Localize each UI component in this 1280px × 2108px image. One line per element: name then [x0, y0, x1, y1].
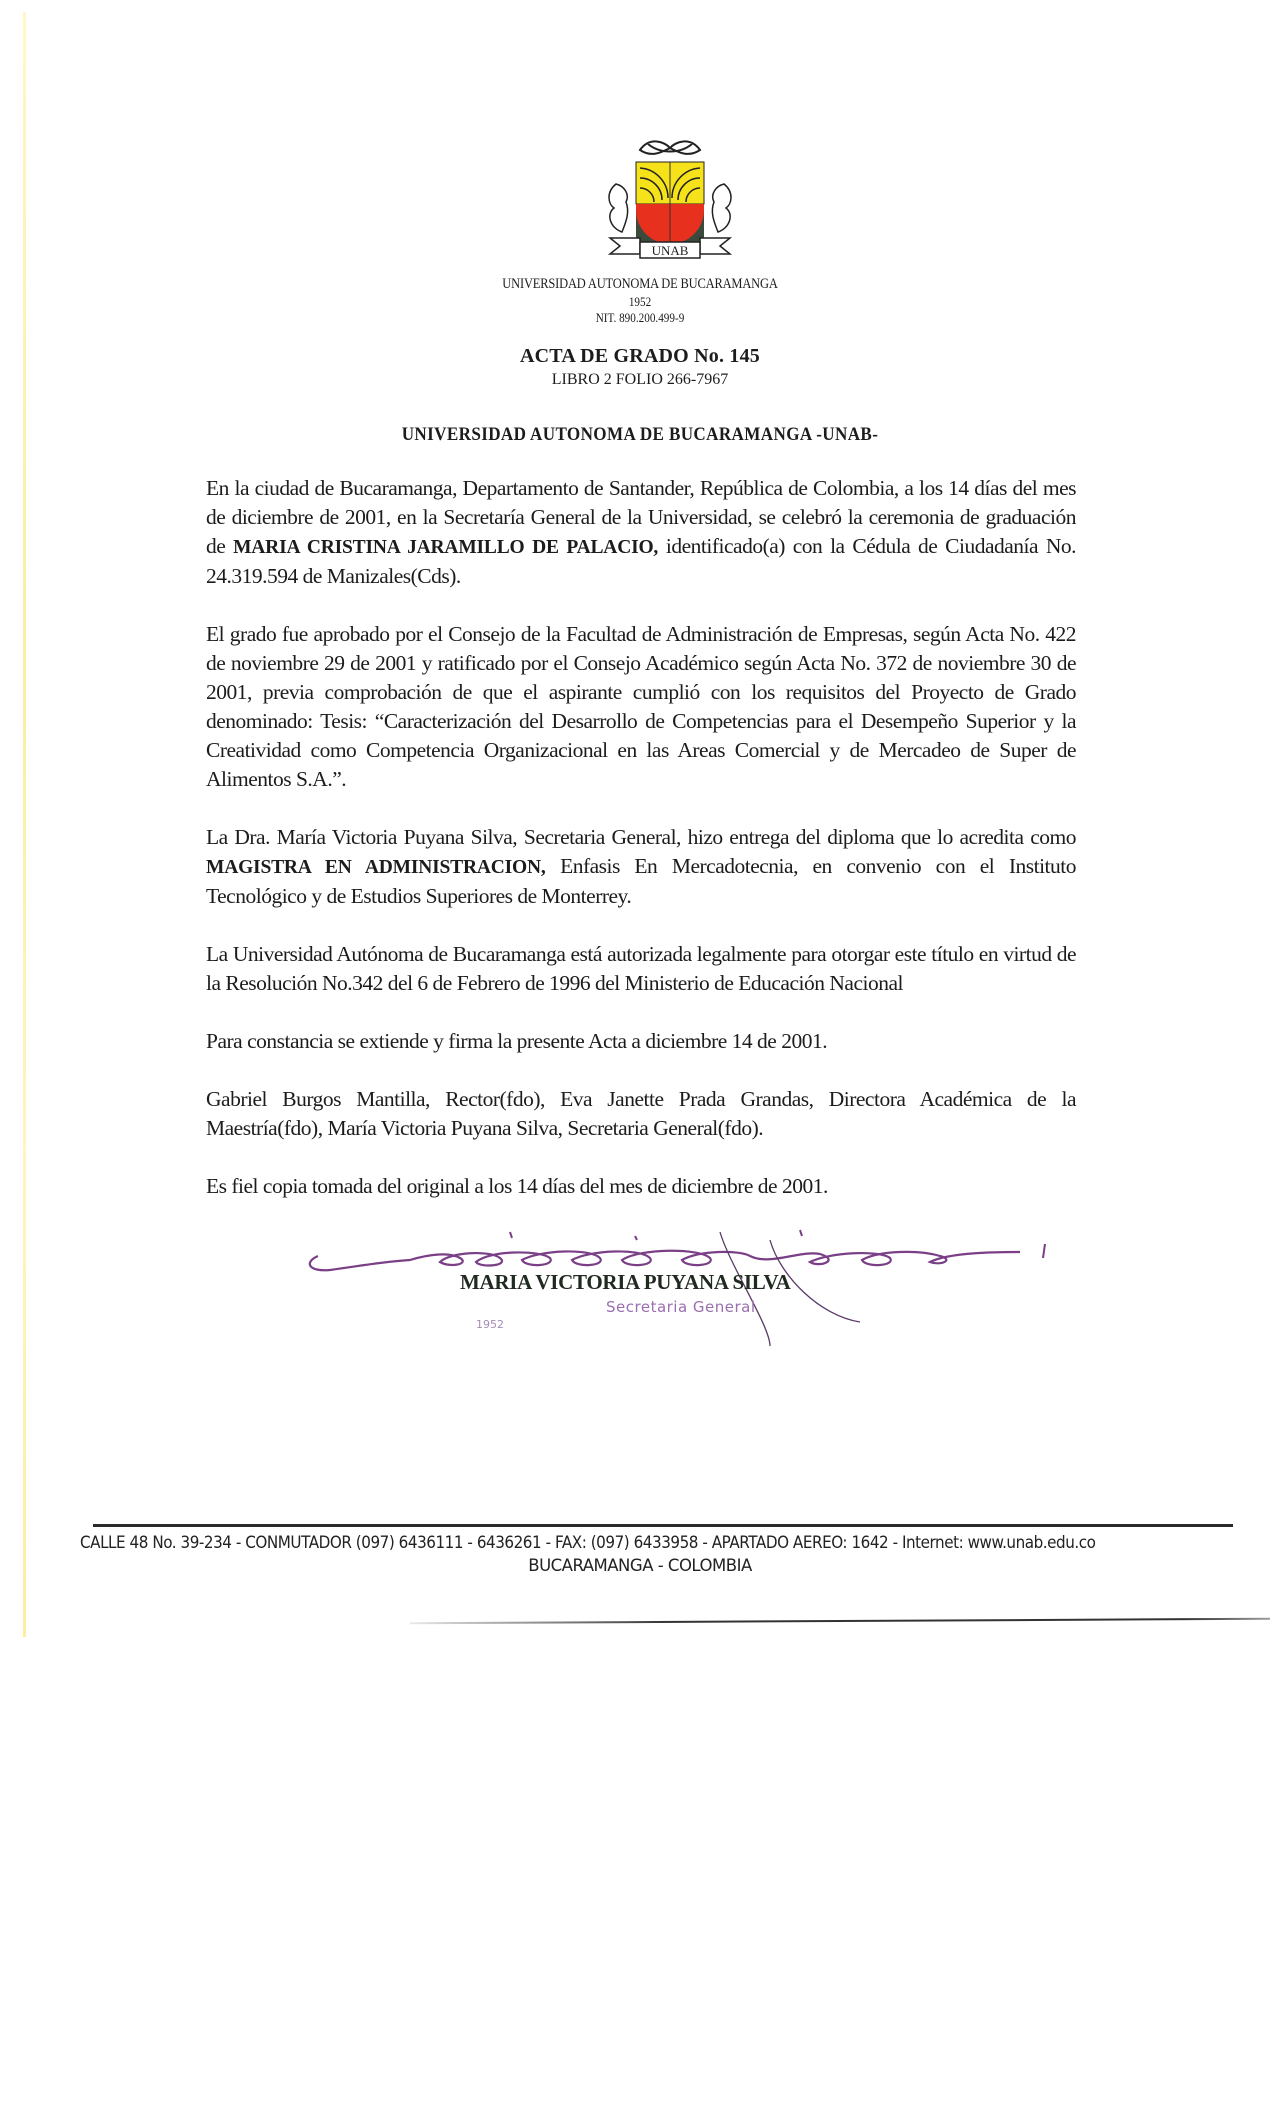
unab-crest-logo	[570, 132, 770, 272]
crest-ornament	[640, 141, 700, 154]
stamp-year: 1952	[476, 1318, 504, 1331]
crest-leaf-right	[712, 184, 731, 232]
university-name: UNIVERSIDAD AUTONOMA DE BUCARAMANGA	[502, 276, 778, 292]
paragraph-signatories: Gabriel Burgos Mantilla, Rector(fdo), Eva Janette Prada Grandas, Directora Académica de la Maestría(fdo), María Victoria Puyana Silva, Secretaria General(fdo).	[206, 1087, 1076, 1140]
document-body	[206, 474, 1076, 1356]
acta-title: ACTA DE GRADO No. 145	[520, 345, 760, 367]
acta-subtitle: LIBRO 2 FOLIO 266-7967	[551, 371, 729, 388]
crest-ribbon-text: UNAB	[651, 243, 689, 258]
paragraph-text: Enfasis En Mercadotecnia, en convenio con el Instituto Tecnológico y de Estudios Superiores de Monterrey.	[206, 854, 1076, 908]
paragraph-diploma	[206, 823, 1076, 911]
paragraph-constancia: Para constancia se extiende y firma la presente Acta a diciembre 14 de 2001.	[206, 1029, 828, 1053]
signature-block	[206, 1226, 1076, 1356]
scan-margin-strip	[23, 12, 26, 1637]
footer-city: BUCARAMANGA - COLOMBIA	[528, 1556, 752, 1575]
footer-address: CALLE 48 No. 39-234 - CONMUTADOR (097) 6436111 - 6436261 - FAX: (097) 6433958 - APARTADO AEREO: 1642 - Internet: www.unab.edu.co	[80, 1533, 1096, 1552]
footer-divider	[93, 1524, 1233, 1527]
founded-year: 1952	[628, 294, 652, 309]
stamp-secretaria-general: Secretaria General	[606, 1298, 756, 1316]
page-bottom-line	[410, 1618, 1270, 1625]
graduate-name: MARIA CRISTINA JARAMILLO DE PALACIO,	[233, 537, 659, 558]
paragraph-true-copy: Es fiel copia tomada del original a los 14 días del mes de diciembre de 2001.	[206, 1174, 828, 1198]
paragraph-graduation	[206, 474, 1076, 591]
signer-name: MARIA VICTORIA PUYANA SILVA	[460, 1270, 791, 1294]
paragraph-text: La Dra. María Victoria Puyana Silva, Secretaria General, hizo entrega del diploma que lo acredita como	[206, 825, 1076, 849]
document-heading: UNIVERSIDAD AUTONOMA DE BUCARAMANGA -UNAB-	[401, 424, 879, 445]
paragraph-approval: El grado fue aprobado por el Consejo de la Facultad de Administración de Empresas, según Acta No. 422 de noviembre 29 de 2001 y ratificado por el Consejo Académico según Acta No. 372 de noviembre 30 de 2001, previa comprobación de que el aspirante cumplió con los requisitos del Proyecto de Grado denominado: Tesis: “Caracterización del Desarrollo de Competencias para el Desempeño Superior y la Creatividad como Competencia Organizacional en las Areas Comercial y de Mercadeo de Super de Alimentos S.A.”.	[206, 622, 1076, 791]
crest-leaf-left	[609, 184, 628, 232]
paragraph-authorization: La Universidad Autónoma de Bucaramanga está autorizada legalmente para otorgar este título en virtud de la Resolución No.342 del 6 de Febrero de 1996 del Ministerio de Educación Nacional	[206, 942, 1076, 995]
paragraph-text: En la ciudad de Bucaramanga, Departamento de Santander, República de Colombia, a los 14 días del mes de diciembre de 2001, en la Secretaría General de la Universidad, se celebró la ceremonia de graduación de	[206, 476, 1076, 558]
nit-number: NIT. 890.200.499-9	[595, 310, 685, 325]
degree-title: MAGISTRA EN ADMINISTRACION,	[206, 857, 546, 878]
paragraph-text: identificado(a) con la Cédula de Ciudadanía No. 24.319.594 de Manizales(Cds).	[206, 534, 1076, 588]
